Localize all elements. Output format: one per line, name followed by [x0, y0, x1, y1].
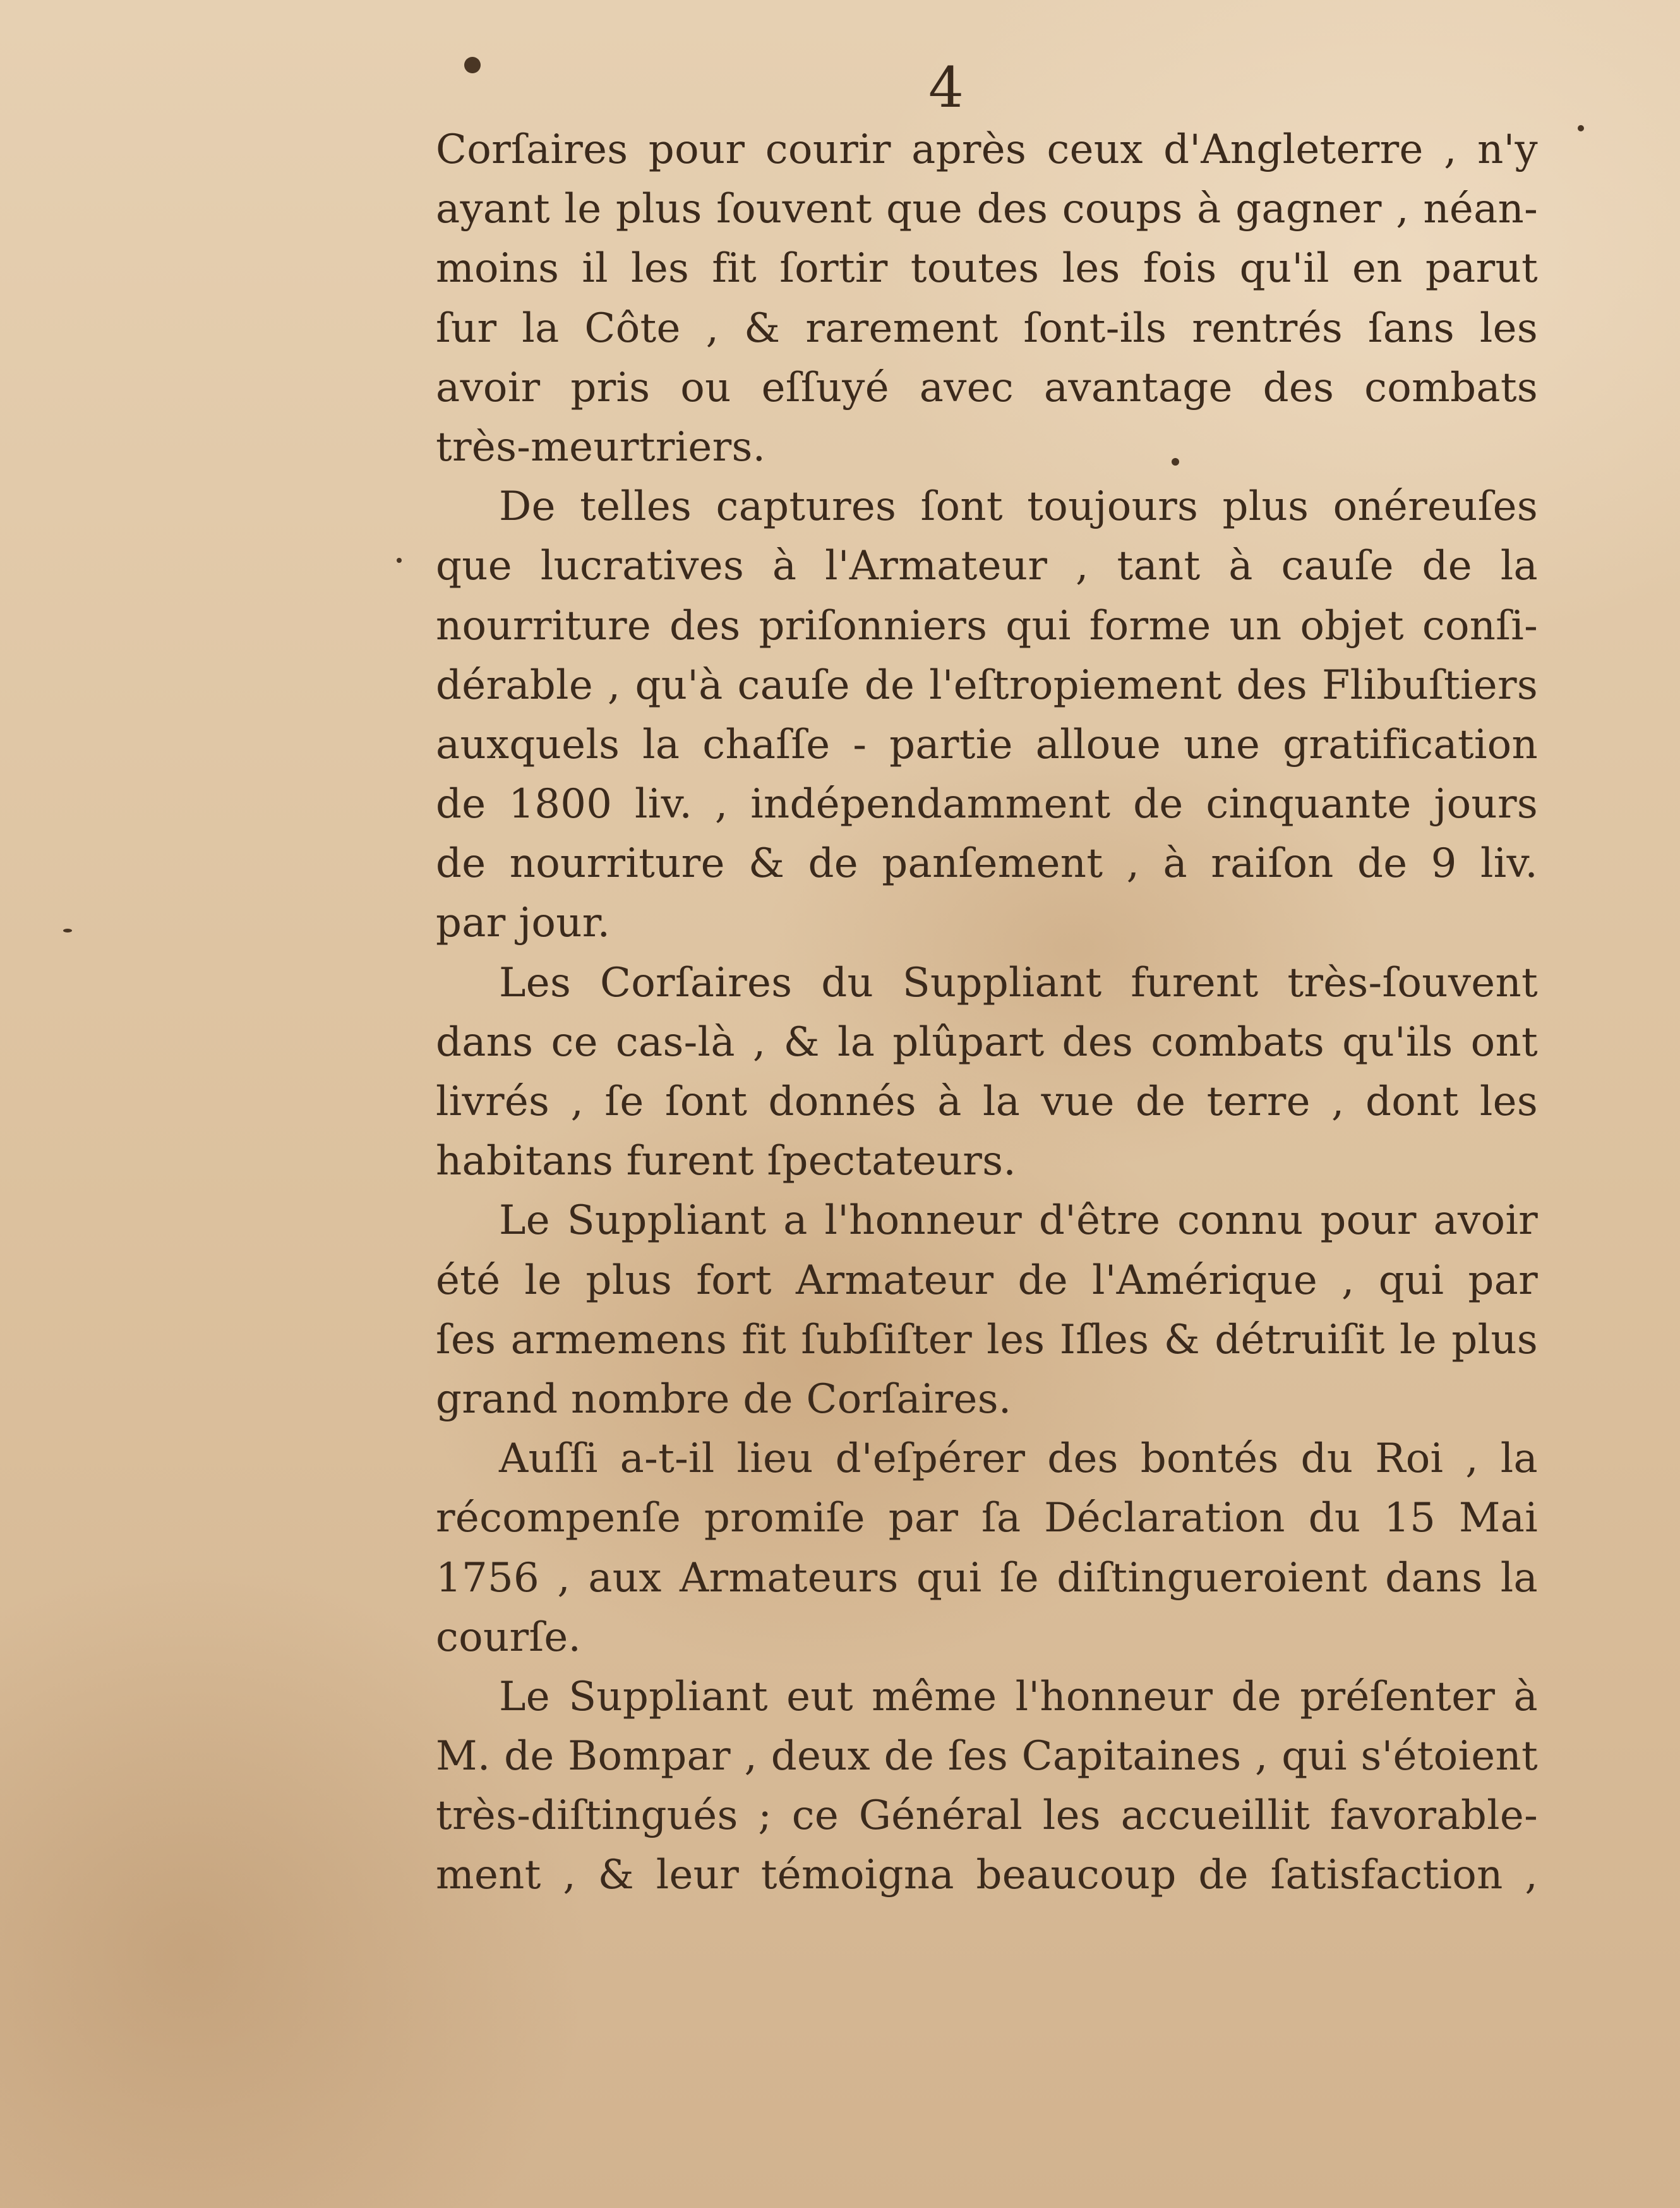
text-line: très-meurtriers. [436, 423, 766, 471]
body-text [436, 120, 1538, 1905]
text-line: Le Suppliant a l'honneur d'être connu pour avoir [499, 1197, 1538, 1245]
text-line: ment , & leur témoigna beaucoup de ſatisfaction , [436, 1852, 1538, 1899]
text-line: Les Corſaires du Suppliant furent très-ſouvent [499, 959, 1538, 1006]
ink-speck [1578, 125, 1584, 131]
text-line: dans ce cas-là , & la plûpart des combats qu'ils ont [436, 1018, 1538, 1066]
text-line: nourriture des priſonniers qui forme un objet conſi- [436, 602, 1538, 649]
text-line: ſes armemens fit ſubſiſter les Iſles & détruiſit le plus [436, 1316, 1538, 1363]
text-line: de nourriture & de panſement , à raiſon de 9 liv. [436, 840, 1538, 888]
text-line: récompenſe promiſe par ſa Déclaration du 15 Mai [436, 1495, 1538, 1542]
text-line: ayant le plus ſouvent que des coups à gagner , néan- [436, 186, 1538, 233]
text-line: très-diſtingués ; ce Général les accueillit favorable- [436, 1792, 1538, 1840]
text-line: livrés , ſe ſont donnés à la vue de terre , dont les [436, 1078, 1538, 1125]
text-line: dérable , qu'à cauſe de l'eſtropiement des Flibuſtiers [436, 661, 1538, 709]
text-line: habitans furent ſpectateurs. [436, 1138, 1016, 1185]
text-line: De telles captures ſont toujours plus onéreuſes [499, 483, 1538, 531]
text-line: Auſſi a-t-il lieu d'eſpérer des bontés du Roi , la [499, 1435, 1538, 1483]
text-line: de 1800 liv. , indépendamment de cinquante jours [436, 781, 1538, 828]
text-line: avoir pris ou eſſuyé avec avantage des combats [436, 364, 1538, 411]
text-line: moins il les fit ſortir toutes les fois qu'il en parut [436, 245, 1538, 293]
text-line: auxquels la chaſſe - partie alloue une gratification [436, 721, 1538, 768]
text-line: Le Suppliant eut même l'honneur de préſenter à [499, 1673, 1538, 1720]
text-line: ſur la Côte , & rarement ſont-ils rentrés ſans les [436, 305, 1538, 352]
text-line: M. de Bompar , deux de ſes Capitaines , qui s'étoient [436, 1733, 1538, 1780]
text-line: par jour. [436, 900, 611, 947]
text-line: Corſaires pour courir après ceux d'Angleterre , n'y [436, 126, 1538, 173]
text-line: courſe. [436, 1614, 582, 1661]
page-number: 4 [928, 55, 964, 120]
text-line: grand nombre de Corſaires. [436, 1375, 1012, 1423]
ink-speck [397, 558, 402, 563]
text-line: été le plus fort Armateur de l'Amérique , qui par [436, 1257, 1538, 1304]
text-line: 1756 , aux Armateurs qui ſe diſtingueroient dans la [436, 1554, 1538, 1602]
text-line: que lucratives à l'Armateur , tant à cauſe de la [436, 543, 1538, 590]
ink-dot-mark [464, 57, 481, 73]
ink-speck [63, 929, 72, 932]
